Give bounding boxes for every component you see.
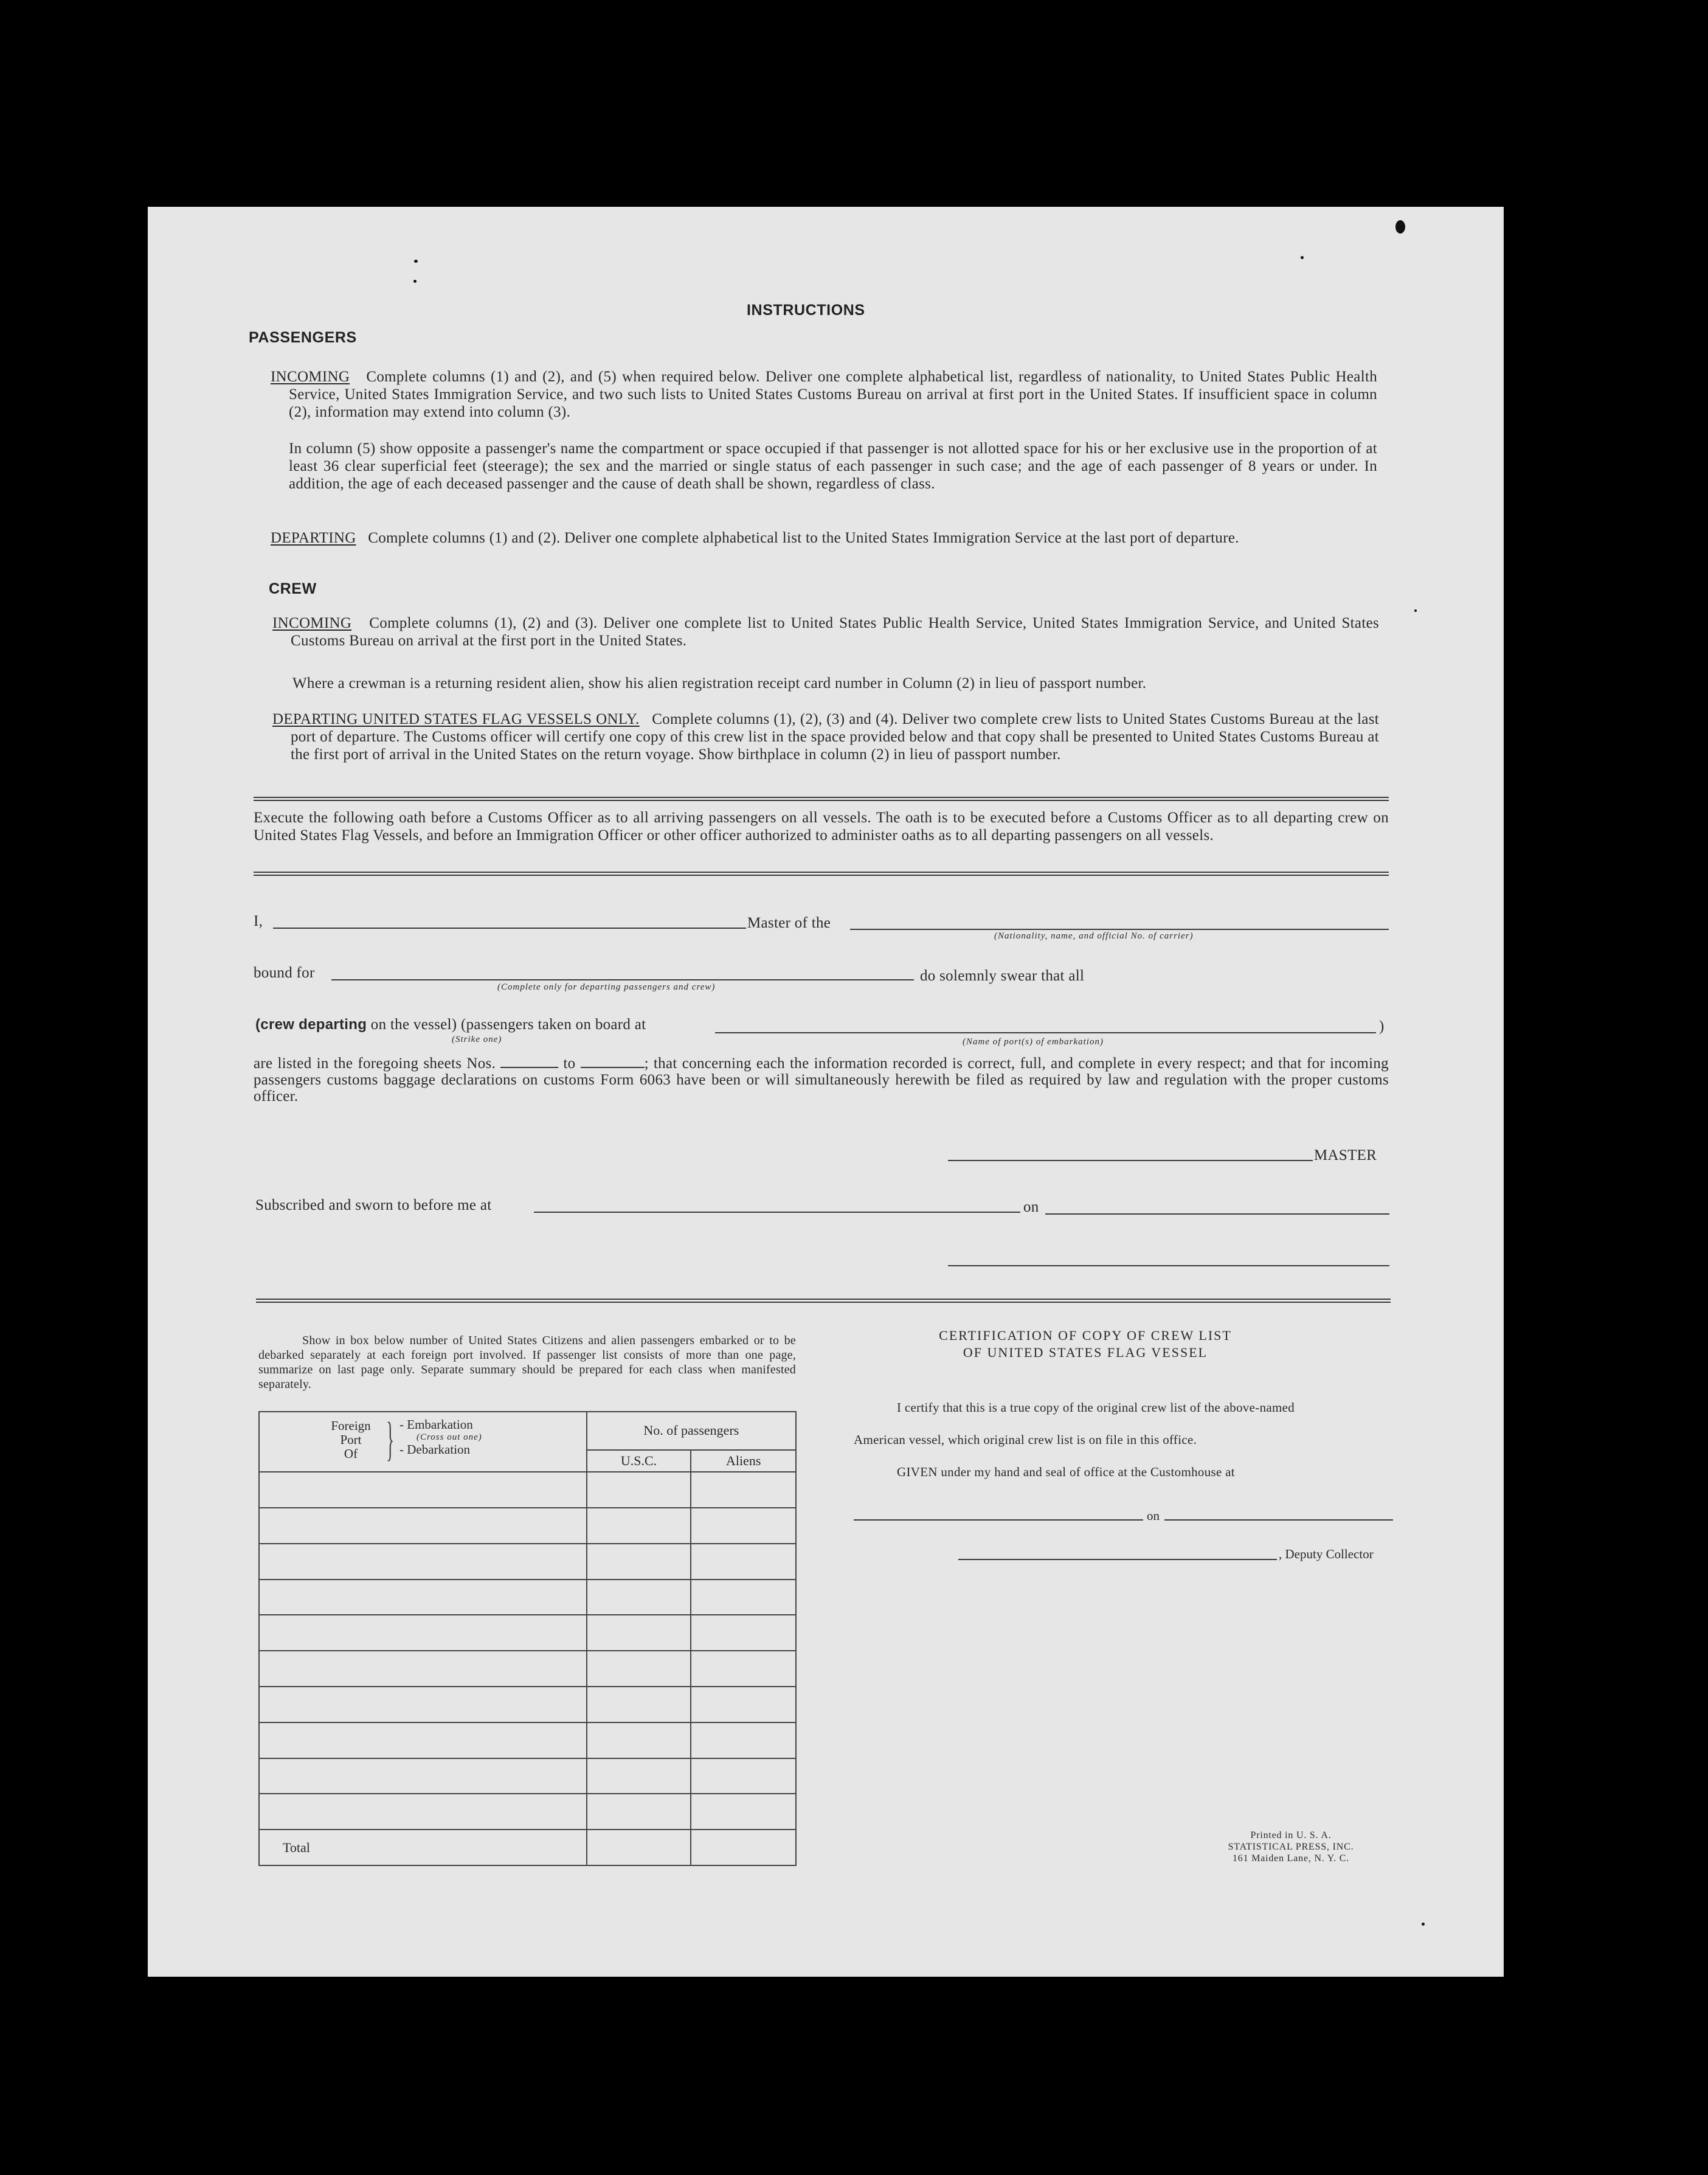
aliens-cell[interactable] xyxy=(691,1794,796,1830)
certify-rest-text: ; that concerning each the information recorded is correct, full, and complete in every respect; and that for incoming passengers customs baggage declarations on customs Form 6063 have been or will simultaneously herewith be filed as required by law and regulation with the proper customs officer. xyxy=(254,1055,1389,1105)
table-row xyxy=(259,1508,796,1544)
foreign-port-of-label xyxy=(327,1419,375,1461)
crew-incoming-label: INCOMING xyxy=(272,615,352,631)
printer-line1: Printed in U. S. A. xyxy=(1250,1830,1332,1840)
embarkation-option[interactable]: - Embarkation xyxy=(399,1417,473,1432)
master-name-field[interactable] xyxy=(273,928,746,929)
section-divider xyxy=(256,1299,1391,1303)
sworn-on-label: on xyxy=(1023,1199,1039,1215)
sworn-date-field[interactable] xyxy=(1045,1213,1389,1215)
cross-out-caption: (Cross out one) xyxy=(417,1432,482,1442)
total-usc-cell[interactable] xyxy=(587,1830,691,1865)
certification-heading xyxy=(873,1327,1298,1361)
port-cell[interactable] xyxy=(259,1758,587,1794)
certification-heading-line2: OF UNITED STATES FLAG VESSEL xyxy=(963,1345,1208,1360)
sheet-to-field[interactable] xyxy=(581,1057,645,1068)
usc-cell[interactable] xyxy=(587,1794,691,1830)
passenger-summary-table xyxy=(258,1411,797,1866)
scan-speck xyxy=(1422,1923,1425,1926)
port-cell[interactable] xyxy=(259,1794,587,1830)
bound-for-field[interactable] xyxy=(331,979,914,980)
carrier-caption: (Nationality, name, and official No. of carrier) xyxy=(994,931,1194,941)
port-cell[interactable] xyxy=(259,1615,587,1651)
printer-line3: 161 Maiden Lane, N. Y. C. xyxy=(1233,1853,1349,1864)
scan-speck xyxy=(1395,220,1405,234)
document-page xyxy=(148,207,1504,1977)
customhouse-field[interactable] xyxy=(854,1519,1143,1521)
foreign-label: Foreign xyxy=(331,1418,371,1433)
crew-departing-label: DEPARTING UNITED STATES FLAG VESSELS ONLY. xyxy=(272,711,640,727)
total-label: Total xyxy=(259,1830,587,1865)
scan-speck xyxy=(413,280,417,283)
crew-resident-text: Where a crewman is a returning resident alien, show his alien registration receipt card number in Column (2) in lieu of passport number. xyxy=(292,675,1147,692)
port-cell[interactable] xyxy=(259,1580,587,1615)
subscribed-label: Subscribed and sworn to before me at xyxy=(255,1197,492,1213)
aliens-cell[interactable] xyxy=(691,1687,796,1722)
passengers-departing-label: DEPARTING xyxy=(271,530,356,546)
table-row xyxy=(259,1758,796,1794)
passengers-departing-text: Complete columns (1) and (2). Deliver one complete alphabetical list to the United States Immigration Service at the last port of departure. xyxy=(368,530,1239,546)
table-row xyxy=(259,1544,796,1580)
bound-for-caption: (Complete only for departing passengers and crew) xyxy=(497,982,716,992)
passengers-incoming-text: Complete columns (1) and (2), and (5) when required below. Deliver one complete alphabetical list, regardless of nationality, to United States Public Health Service, United States Immigration Service, and two such lists to United States Customs Bureau on arrival at first port in the United States. If insufficient space in column (2), information may extend into column (3). xyxy=(289,369,1377,420)
crew-incoming-text: Complete columns (1), (2) and (3). Deliver one complete list to United States Public Health Service, United States Immigration Service, and United States Customs Bureau on arrival at the first port in the United States. xyxy=(291,615,1379,649)
usc-cell[interactable] xyxy=(587,1758,691,1794)
scan-speck xyxy=(1301,256,1304,259)
aliens-cell[interactable] xyxy=(691,1722,796,1758)
passengers-incoming-section xyxy=(271,368,1377,421)
passengers-departing-section xyxy=(271,529,1377,547)
table-row xyxy=(259,1580,796,1615)
port-cell[interactable] xyxy=(259,1472,587,1508)
swear-label: do solemnly swear that all xyxy=(920,968,1085,984)
port-label: Port xyxy=(340,1432,362,1447)
master-signature-field[interactable] xyxy=(948,1160,1313,1161)
table-row xyxy=(259,1615,796,1651)
master-label: MASTER xyxy=(1314,1147,1377,1164)
scan-speck xyxy=(414,260,418,263)
on-the-vessel-label: on the vessel) xyxy=(370,1016,457,1033)
total-aliens-cell[interactable] xyxy=(691,1830,796,1865)
no-passengers-header: No. of passengers xyxy=(587,1412,796,1450)
port-cell[interactable] xyxy=(259,1544,587,1580)
aliens-cell[interactable] xyxy=(691,1758,796,1794)
oath-instructions: Execute the following oath before a Customs Officer as to all arriving passengers on all vessels. The oath is to be executed before a Customs Officer as to all departing crew on United States Flag Vessels, and before an Immigration Officer or other officer authorized to administer oaths as to all departing passengers on all vessels. xyxy=(254,810,1389,844)
port-cell[interactable] xyxy=(259,1651,587,1687)
aliens-cell[interactable] xyxy=(691,1580,796,1615)
carrier-field[interactable] xyxy=(850,929,1389,930)
crew-or-passengers-line xyxy=(255,1016,646,1033)
debarkation-option[interactable]: - Debarkation xyxy=(399,1441,471,1457)
passengers-taken-label: (passengers taken on board at xyxy=(461,1016,646,1033)
usc-header: U.S.C. xyxy=(587,1450,691,1473)
sheet-from-field[interactable] xyxy=(500,1057,558,1068)
usc-cell[interactable] xyxy=(587,1472,691,1508)
crew-heading: CREW xyxy=(269,580,317,597)
usc-cell[interactable] xyxy=(587,1544,691,1580)
usc-cell[interactable] xyxy=(587,1508,691,1544)
usc-cell[interactable] xyxy=(587,1580,691,1615)
port-cell[interactable] xyxy=(259,1687,587,1722)
scan-speck xyxy=(1414,609,1417,612)
usc-cell[interactable] xyxy=(587,1722,691,1758)
brace-icon: } xyxy=(386,1412,395,1465)
given-text: GIVEN under my hand and seal of office at the Customhouse at xyxy=(897,1465,1235,1479)
usc-cell[interactable] xyxy=(587,1651,691,1687)
deputy-collector-signature-field[interactable] xyxy=(958,1559,1277,1560)
certification-statement xyxy=(254,1055,1389,1105)
close-paren: ) xyxy=(1379,1018,1385,1035)
usc-cell[interactable] xyxy=(587,1687,691,1722)
aliens-cell[interactable] xyxy=(691,1508,796,1544)
section-divider xyxy=(254,797,1389,801)
table-row xyxy=(259,1794,796,1830)
aliens-cell[interactable] xyxy=(691,1544,796,1580)
aliens-cell[interactable] xyxy=(691,1472,796,1508)
certification-on-label: on xyxy=(1147,1508,1160,1523)
crew-incoming-section xyxy=(272,614,1379,650)
table-row xyxy=(259,1651,796,1687)
of-label: Of xyxy=(344,1446,358,1461)
port-caption: (Name of port(s) of embarkation) xyxy=(963,1037,1104,1047)
embark-debark-options xyxy=(399,1418,482,1457)
table-row xyxy=(259,1472,796,1508)
sworn-place-field[interactable] xyxy=(534,1212,1020,1213)
passengers-heading: PASSENGERS xyxy=(249,329,357,346)
oath-i-label: I, xyxy=(254,913,263,929)
port-of-embarkation-field[interactable] xyxy=(715,1032,1376,1033)
crew-departing-section xyxy=(272,710,1379,763)
printer-line2: STATISTICAL PRESS, INC. xyxy=(1228,1842,1354,1852)
port-cell[interactable] xyxy=(259,1722,587,1758)
officer-signature-field[interactable] xyxy=(948,1265,1389,1266)
certification-heading-line1: CERTIFICATION OF COPY OF CREW LIST xyxy=(939,1328,1232,1343)
passengers-column5-text: In column (5) show opposite a passenger's name the compartment or space occupied if that passenger is not allotted space for his or her exclusive use in the proportion of at least 36 clear superficial feet (steerage); the sex and the married or single status of each passenger in such case; and the age of each passenger of 8 years or under. In addition, the age of each deceased passenger and the cause of death shall be shown, regardless of class. xyxy=(289,440,1377,492)
crew-departing-text: Complete columns (1), (2), (3) and (4). Deliver two complete crew lists to United States Customs Bureau at the last port of departure. The Customs officer will certify one copy of this crew list in the space provided below and that copy shall be presented to United States Customs Bureau at the first port of arrival in the United States on the return voyage. Show birthplace in column (2) in lieu of passport number. xyxy=(291,711,1379,763)
table-row xyxy=(259,1687,796,1722)
master-of-the-label: Master of the xyxy=(747,915,831,931)
usc-cell[interactable] xyxy=(587,1615,691,1651)
summary-instructions: Show in box below number of United States Citizens and alien passengers embarked or to be debarked separately at each foreign port involved. If passenger list consists of more than one page, summarize on last page only. Separate summary should be prepared for each class when manifested separately. xyxy=(258,1334,796,1391)
aliens-cell[interactable] xyxy=(691,1615,796,1651)
aliens-header: Aliens xyxy=(691,1450,796,1473)
listed-in-label: are listed in the foregoing sheets Nos. xyxy=(254,1055,496,1072)
certify-line2: American vessel, which original crew list is on file in this office. xyxy=(854,1432,1197,1447)
passengers-incoming-label: INCOMING xyxy=(271,369,350,385)
strike-one-caption: (Strike one) xyxy=(452,1035,502,1044)
to-label: to xyxy=(563,1055,576,1072)
printer-imprint xyxy=(1188,1830,1394,1864)
certification-date-field[interactable] xyxy=(1164,1519,1393,1521)
page-title: INSTRUCTIONS xyxy=(747,302,865,319)
port-cell[interactable] xyxy=(259,1508,587,1544)
deputy-collector-label: , Deputy Collector xyxy=(1279,1547,1374,1561)
bound-for-label: bound for xyxy=(254,965,315,981)
section-divider xyxy=(254,872,1389,876)
aliens-cell[interactable] xyxy=(691,1651,796,1687)
foreign-port-header xyxy=(259,1412,587,1472)
certify-line1: I certify that this is a true copy of the original crew list of the above-named xyxy=(897,1400,1295,1415)
crew-departing-label: (crew departing xyxy=(255,1016,367,1033)
table-row xyxy=(259,1722,796,1758)
